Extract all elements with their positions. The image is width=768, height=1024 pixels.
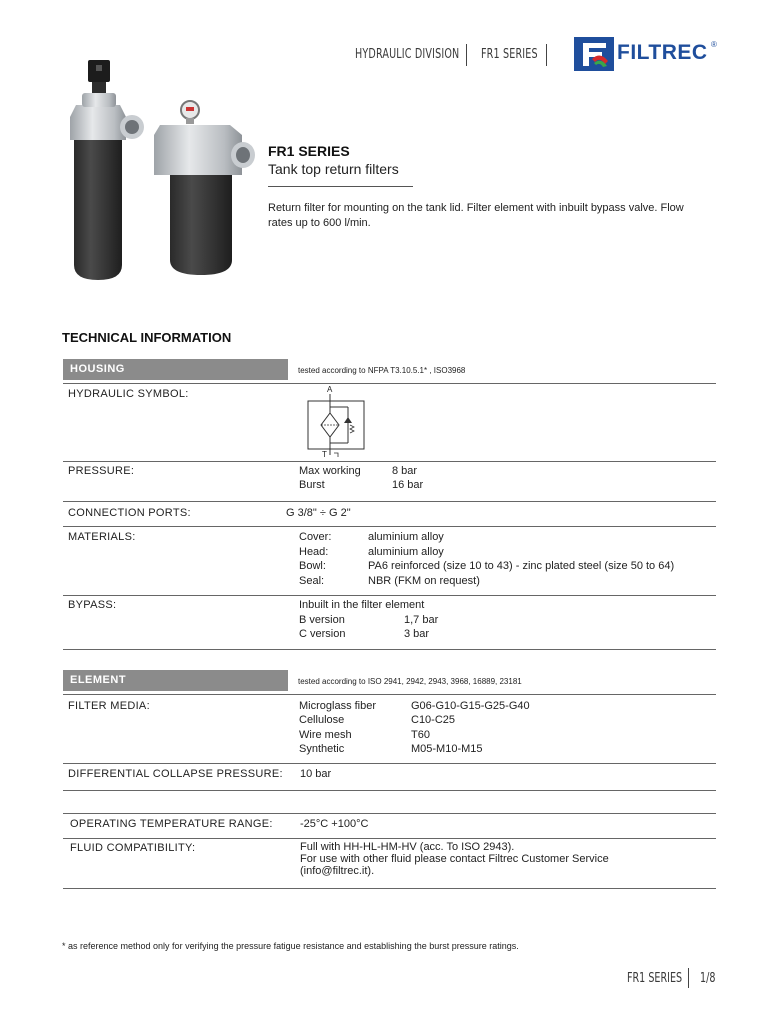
bypass-version-name: C version — [299, 628, 346, 640]
collapse-pressure-label: DIFFERENTIAL COLLAPSE PRESSURE: — [68, 768, 283, 780]
title-divider — [268, 186, 413, 187]
row-divider — [63, 790, 716, 791]
material-value: aluminium alloy — [368, 546, 444, 558]
housing-section-header: HOUSING — [63, 359, 288, 380]
pressure-label: PRESSURE: — [68, 465, 135, 477]
fluid-compatibility-label: FLUID COMPATIBILITY: — [70, 842, 196, 854]
header-divider — [546, 44, 547, 66]
row-divider — [63, 838, 716, 839]
media-value: C10-C25 — [411, 714, 456, 726]
media-name: Synthetic — [299, 743, 345, 755]
row-divider — [63, 595, 716, 596]
row-divider — [63, 813, 716, 814]
bypass-version-value: 3 bar — [404, 628, 430, 640]
element-section-header: ELEMENT — [63, 670, 288, 691]
hydraulic-symbol-diagram — [306, 385, 376, 459]
header-divider — [466, 44, 467, 66]
material-name: Seal: — [299, 575, 325, 587]
product-photo — [60, 55, 255, 290]
footer-series: FR1 SERIES — [627, 971, 683, 986]
brand-registered-mark: ® — [711, 40, 717, 49]
filtrec-logo-icon — [574, 37, 614, 71]
media-value: M05-M10-M15 — [411, 743, 483, 755]
row-divider — [63, 461, 716, 462]
connection-ports-value: G 3/8" ÷ G 2" — [286, 507, 351, 519]
symbol-port-a: A — [327, 385, 333, 394]
brand-name: FILTREC — [617, 41, 708, 64]
element-test-note: tested according to ISO 2941, 2942, 2943, 3968, 16889, 23181 — [298, 677, 522, 686]
hydraulic-symbol-label: HYDRAULIC SYMBOL: — [68, 388, 189, 400]
product-subtitle: Tank top return filters — [268, 161, 399, 177]
pressure-value: 16 bar — [392, 479, 424, 491]
housing-test-note: tested according to NFPA T3.10.5.1* , ISO3968 — [298, 366, 466, 375]
pressure-name: Burst — [299, 479, 325, 491]
page-number: 1/8 — [700, 971, 716, 986]
material-name: Bowl: — [299, 560, 326, 572]
media-value: T60 — [411, 729, 430, 741]
footnote: * as reference method only for verifying the pressure fatigue resistance and establishing the burst pressure ratings. — [62, 941, 519, 951]
row-divider — [63, 763, 716, 764]
product-title: FR1 SERIES — [268, 143, 350, 159]
collapse-pressure-value: 10 bar — [300, 768, 332, 780]
pressure-value: 8 bar — [392, 465, 418, 477]
header-division: HYDRAULIC DIVISION — [355, 47, 460, 62]
media-name: Cellulose — [299, 714, 345, 726]
row-divider — [63, 888, 716, 889]
footer-divider — [688, 968, 689, 988]
pressure-name: Max working — [299, 465, 361, 477]
operating-temperature-label: OPERATING TEMPERATURE RANGE: — [70, 818, 273, 830]
technical-information-heading: TECHNICAL INFORMATION — [62, 330, 232, 345]
connection-ports-label: CONNECTION PORTS: — [68, 507, 191, 519]
media-value: G06-G10-G15-G25-G40 — [411, 700, 530, 712]
header-series: FR1 SERIES — [481, 47, 538, 62]
filter-media-label: FILTER MEDIA: — [68, 700, 150, 712]
media-name: Microglass fiber — [299, 700, 377, 712]
fluid-compatibility-line: Full with HH-HL-HM-HV (acc. To ISO 2943). — [300, 841, 515, 853]
material-value: PA6 reinforced (size 10 to 43) - zinc plated steel (size 50 to 64) — [368, 560, 675, 572]
bypass-intro: Inbuilt in the filter element — [299, 599, 425, 611]
row-divider — [63, 501, 716, 502]
product-description: Return filter for mounting on the tank lid. Filter element with inbuilt bypass valve. Flow rates up to 600 l/min. — [268, 202, 684, 229]
fluid-compatibility-line: For use with other fluid please contact Filtrec Customer Service — [300, 853, 609, 865]
media-name: Wire mesh — [299, 729, 352, 741]
material-name: Cover: — [299, 531, 332, 543]
symbol-port-t: T — [322, 450, 327, 459]
row-divider — [63, 694, 716, 695]
row-divider — [63, 526, 716, 527]
filtrec-logo-mark — [574, 37, 614, 71]
material-value: aluminium alloy — [368, 531, 444, 543]
materials-label: MATERIALS: — [68, 531, 136, 543]
fluid-compatibility-line: (info@filtrec.it). — [300, 865, 375, 877]
row-divider — [63, 383, 716, 384]
bypass-version-name: B version — [299, 614, 345, 626]
material-value: NBR (FKM on request) — [368, 575, 480, 587]
operating-temperature-value: -25°C +100°C — [300, 818, 369, 830]
material-name: Head: — [299, 546, 329, 558]
bypass-version-value: 1,7 bar — [404, 614, 439, 626]
bypass-label: BYPASS: — [68, 599, 117, 611]
row-divider — [63, 649, 716, 650]
